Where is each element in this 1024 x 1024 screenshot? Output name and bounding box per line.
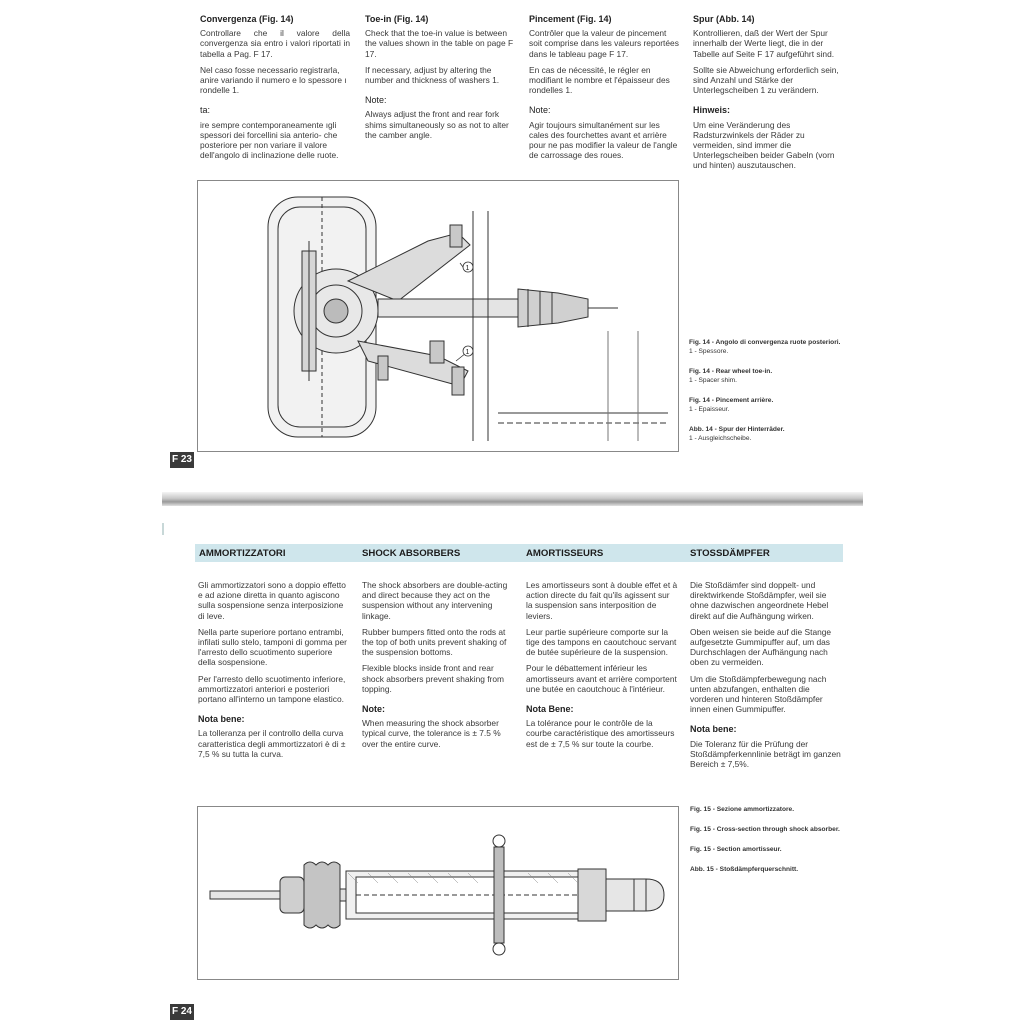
caption-item: 1 - Spessore. — [689, 348, 729, 355]
caption-item: 1 - Epaisseur. — [689, 406, 730, 413]
paragraph: Check that the toe-in value is between the values shown in the table on page F 17. — [365, 28, 514, 59]
note-title: Nota bene: — [690, 724, 737, 735]
note-text: When measuring the shock absorber typical curve, the tolerance is ± 7.5 % over the entire curve. — [362, 718, 501, 749]
paragraph: Flexible blocks inside front and rear shock absorbers prevent shaking from topping. — [362, 663, 504, 694]
heading-it: Convergenza (Fig. 14) — [200, 14, 294, 24]
note-text: Agir toujours simultanément sur les cales des fourchettes avant et arrière pour ne pas modifier la valeur de l'angle de carrossage des roues. — [529, 119, 678, 161]
note-title: ta: — [200, 105, 211, 116]
suspension-drawing — [198, 181, 678, 451]
section-shock-it — [198, 580, 350, 765]
paragraph: The shock absorbers are double-acting and direct because they act on the suspension without any intervening linkage. — [362, 580, 508, 621]
caption-title: Fig. 14 - Rear wheel toe-in. — [689, 368, 773, 375]
paragraph: Contrôler que la valeur de pincement soit comprise dans les valeurs reportées dans le tableau page F 17. — [529, 28, 679, 59]
callout-1: 1 — [465, 265, 470, 272]
paragraph: Nella parte superiore portano entrambi, infilati sullo stelo, tamponi di gomma per l'arresto dello scuotimento superiore della sospensione. — [198, 626, 347, 668]
section-pincement-fr — [529, 14, 679, 166]
paragraph: Controllare che il valore della convergenza sia entro i valori riportati in tabella a Pag. F 17. — [200, 28, 350, 59]
heading-fr: Pincement (Fig. 14) — [529, 14, 612, 24]
paragraph: Gli ammortizzatori sono a doppio effetto e ad azione diretta in quanto agiscono sulla sospensione senza interposizione di leve. — [198, 580, 346, 621]
heading-de: Spur (Abb. 14) — [693, 14, 755, 24]
caption-item: 1 - Ausgleichscheibe. — [689, 435, 752, 442]
figure-15-captions — [690, 805, 850, 885]
paragraph: Kontrollieren, daß der Wert der Spur innerhalb der Werte liegt, die in der Tabelle auf Seite F 17 aufgeführt sind. — [693, 28, 835, 59]
note-title: Nota bene: — [198, 714, 245, 725]
caption-title: Fig. 14 - Angolo di convergenza ruote posteriori. — [689, 339, 841, 346]
margin-mark — [162, 523, 164, 535]
note-text: Die Toleranz für die Prüfung der Stoßdämpferkennlinie beträgt im ganzen Bereich ± 7,5%. — [690, 738, 841, 770]
section-shock-en — [362, 580, 514, 755]
paragraph: Per l'arresto dello scuotimento inferiore, ammortizzatori anteriori e posteriori portano all'interno un tampone elastico. — [198, 673, 346, 705]
note-text: ire sempre contemporaneamente ıgli spessori dei forcellini sia anterio- che posteriore per non variare il valore dell'angolo di inclinazione delle ruote. — [200, 119, 339, 161]
header-amortisseurs: AMORTISSEURS — [526, 548, 604, 559]
paragraph: Die Stoßdämfer sind doppelt- und direktwirkende Stoßdämpfer, weil sie ohne dazwischen angeordnete Hebel direkt auf die Aufhängung wirken. — [690, 580, 829, 621]
section-shock-fr — [526, 580, 678, 755]
note-title: Note: — [365, 95, 387, 106]
note-text: Um eine Veränderung des Radsturzwinkels der Räder zu vermeiden, sind immer die Unterlegscheiben beider Gabeln (vorn und hinten) auszutauschen. — [693, 119, 835, 171]
caption-title: Abb. 15 - Stoßdämpferquerschnitt. — [690, 866, 799, 873]
heading-en: Toe-in (Fig. 14) — [365, 14, 429, 24]
paragraph: Nel caso fosse necessario registrarla, anire variando il numero e lo spessore ı rondelle 1. — [200, 64, 347, 96]
note-title: Hinweis: — [693, 105, 731, 116]
figure-14-captions — [689, 338, 849, 454]
paragraph: Oben weisen sie beide auf die Stange aufgesetzte Gummipuffer auf, um das Durchschlagen der Aufhängung nach oben zu vermeiden. — [690, 626, 832, 668]
header-ammortizzatori: AMMORTIZZATORI — [199, 548, 286, 559]
paragraph: If necessary, adjust by altering the number and thickness of washers 1. — [365, 64, 500, 86]
note-text: La tolérance pour le contrôle de la courbe caractéristique des amortisseurs est de ± 7,5 % sur toute la courbe. — [526, 718, 675, 749]
figure-15-shock-section — [197, 806, 679, 980]
header-stossdaempfer: STOSSDÄMPFER — [690, 548, 770, 559]
figure-14-rear-toe-in — [197, 180, 679, 452]
paragraph: Pour le débattement inférieur les amortisseurs avant et arrière comportent une butée en caoutchouc à l'intérieur. — [526, 663, 677, 694]
caption-title: Abb. 14 - Spur der Hinterräder. — [689, 426, 785, 433]
paragraph: Leur partie supérieure comporte sur la tige des tampons en caoutchouc servant de butée supérieure de la suspension. — [526, 626, 677, 658]
paragraph: Les amortisseurs sont à double effet et à action directe du fait qu'ils agissent sur la suspension sans interposition de leviers. — [526, 580, 678, 621]
header-shock-absorbers: SHOCK ABSORBERS — [362, 548, 461, 559]
section-convergenza-it — [200, 14, 350, 166]
section-spur-de — [693, 14, 845, 177]
page-divider — [162, 492, 863, 506]
shock-absorber-drawing — [198, 807, 678, 979]
note-title: Note: — [362, 704, 385, 715]
note-text: Always adjust the front and rear fork shims simultaneously so as not to alter the camber angle. — [365, 109, 509, 140]
paragraph: En cas de nécessité, le régler en modifiant le nombre et l'épaisseur des rondelles 1. — [529, 64, 670, 96]
paragraph: Rubber bumpers fitted onto the rods at the top of both units prevent shaking of the suspension bottoms. — [362, 626, 507, 658]
caption-title: Fig. 15 - Cross-section through shock absorber. — [690, 826, 840, 833]
caption-title: Fig. 14 - Pincement arrière. — [689, 397, 774, 404]
caption-item: 1 - Spacer shim. — [689, 377, 738, 384]
section-toe-in-en — [365, 14, 515, 146]
paragraph: Sollte sie Abweichung erforderlich sein, sind Anzahl und Stärke der Unterlegscheiben 1 zu verändern. — [693, 64, 839, 96]
page-number-f23: F 23 — [170, 452, 194, 468]
paragraph: Um die Stoßdämpferbewegung nach unten abzufangen, enthalten die vorderen und hinteren Stoßdämpfer innen einen Gummipuffer. — [690, 673, 827, 715]
callout-1: 1 — [465, 349, 470, 356]
caption-title: Fig. 15 - Sezione ammortizzatore. — [690, 806, 795, 813]
note-title: Nota Bene: — [526, 704, 574, 715]
caption-title: Fig. 15 - Section amortisseur. — [690, 846, 782, 853]
section-shock-de — [690, 580, 844, 775]
page-number-f24: F 24 — [170, 1004, 194, 1020]
note-title: Note: — [529, 105, 551, 116]
note-text: La tolleranza per il controllo della curva caratteristica degli ammortizzatori è di ± 7,5 % su tutta la curva. — [198, 728, 346, 759]
